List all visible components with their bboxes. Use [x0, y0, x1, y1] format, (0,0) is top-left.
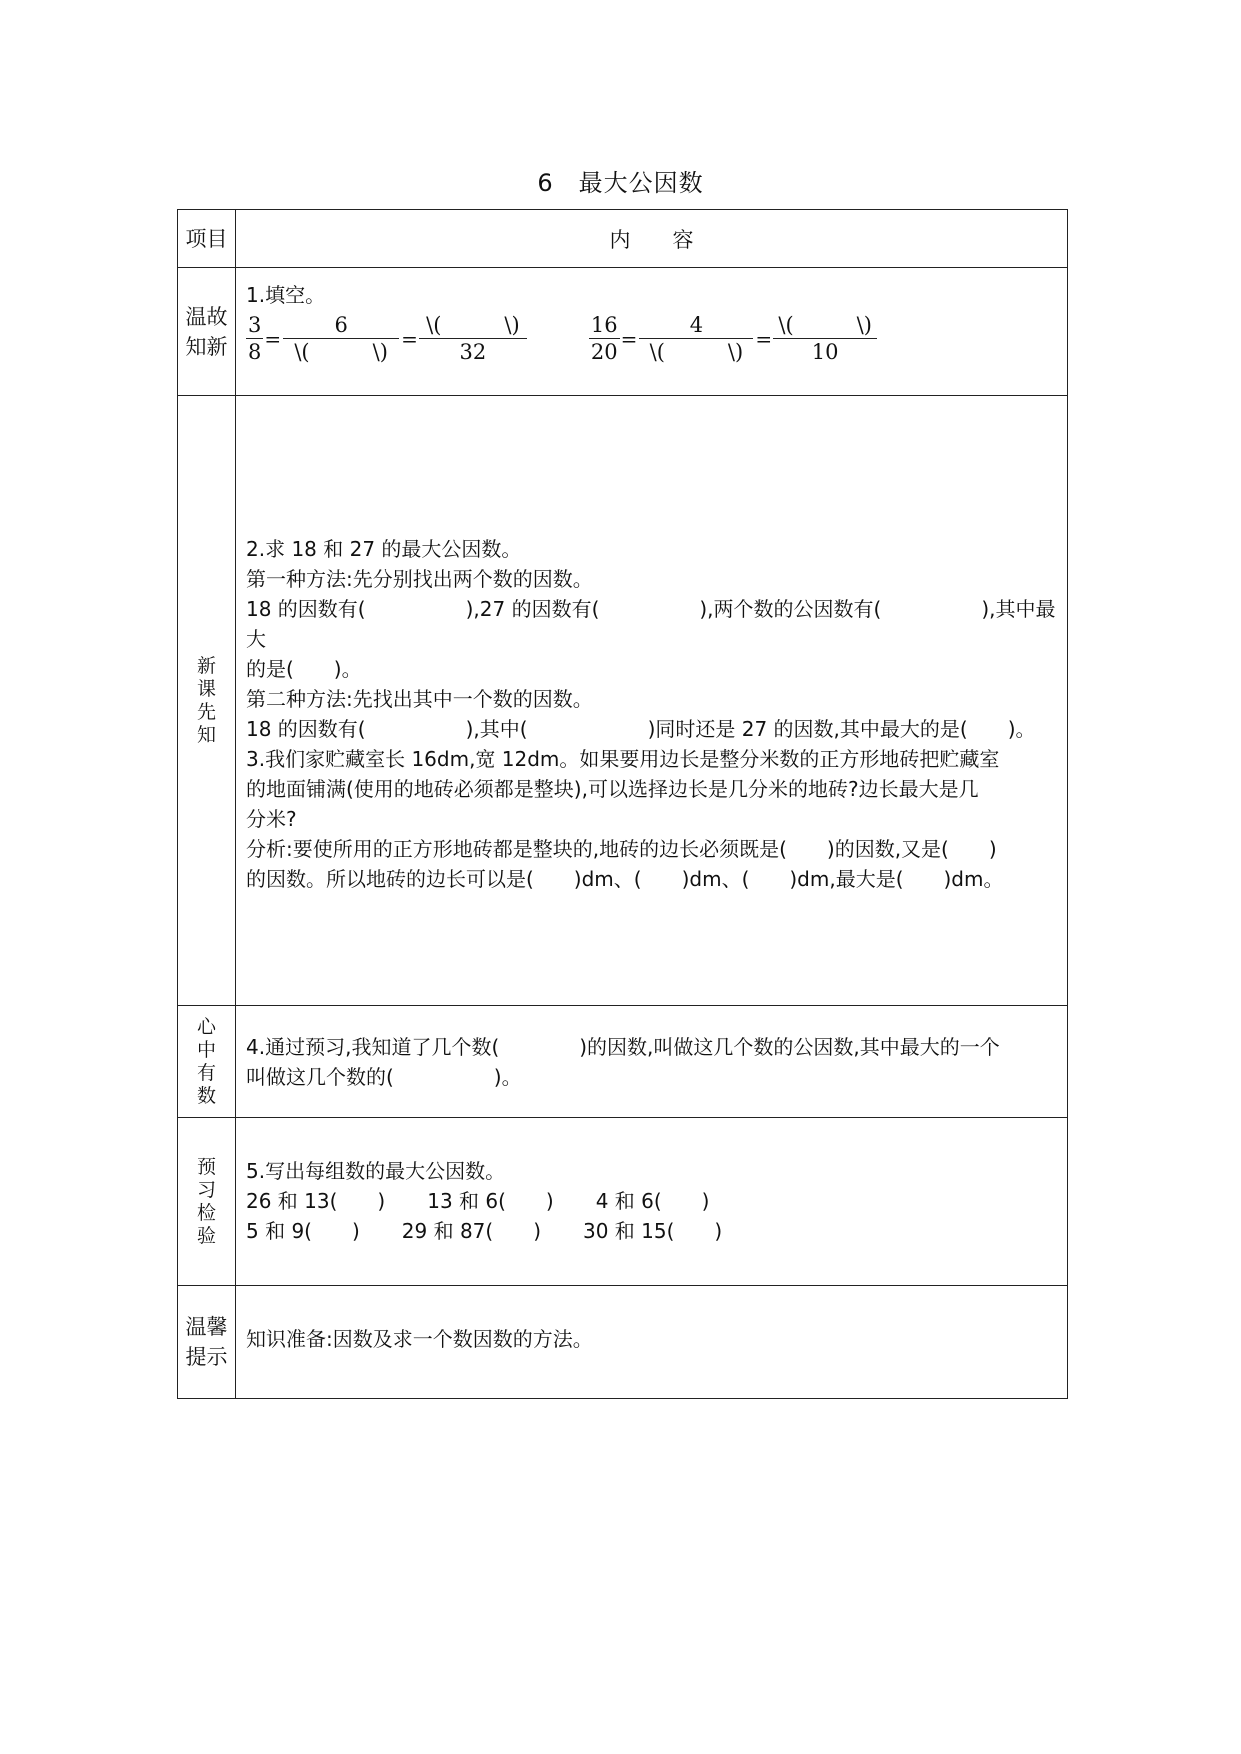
row-tip — [178, 1286, 1068, 1399]
fraction-4-blank[interactable]: $\frac{4}{\backslash( \backslash)}$ — [638, 312, 754, 365]
fraction-blank-10[interactable]: $\frac{\backslash( \backslash)}{10}$ — [773, 312, 877, 365]
new-lesson-content — [236, 396, 1068, 1006]
new-line-3: 18 的因数有( ),27 的因数有( ),两个数的公因数有( ),其中最大 — [246, 597, 1056, 651]
new-line-2: 第一种方法:先分别找出两个数的因数。 — [246, 567, 593, 591]
new-line-9: 分米? — [246, 807, 297, 831]
review-content — [236, 268, 1068, 396]
fraction-equations — [246, 312, 1057, 365]
worksheet-table — [177, 209, 1068, 1399]
tip-label: 温馨 提示 — [178, 1286, 236, 1399]
header-item-cell: 项目 — [178, 210, 236, 268]
question-1: 1.填空。 — [246, 283, 326, 307]
tip-content — [236, 1286, 1068, 1399]
new-line-11: 的因数。所以地砖的边长可以是( )dm、( )dm、( )dm,最大是( )dm。 — [246, 867, 1004, 891]
fraction-3-8: $\frac{3}{8}$ — [248, 313, 262, 364]
check-line-2: 5 和 9( ) 29 和 87( ) 30 和 15( ) — [246, 1219, 723, 1243]
new-line-7: 3.我们家贮藏室长 16dm,宽 12dm。如果要用边长是整分米数的正方形地砖把贮藏室 — [246, 747, 1000, 771]
header-content-cell: 内 容 — [236, 210, 1068, 268]
question-5: 5.写出每组数的最大公因数。 — [246, 1159, 506, 1183]
equals-sign: = — [620, 326, 638, 351]
new-line-4: 的是( )。 — [246, 657, 362, 681]
check-content — [236, 1118, 1068, 1286]
new-line-6: 18 的因数有( ),其中( )同时还是 27 的因数,其中最大的是( )。 — [246, 717, 1036, 741]
equals-sign: = — [755, 326, 773, 351]
equals-sign: = — [401, 326, 418, 351]
review-label: 温故 知新 — [178, 268, 236, 396]
mind-content — [236, 1006, 1068, 1118]
new-line-8: 的地面铺满(使用的地砖必须都是整块),可以选择边长是几分米的地砖?边长最大是几 — [246, 777, 979, 801]
fraction-16-20: $\frac{16}{20}$ — [590, 313, 618, 364]
row-new-lesson — [178, 396, 1068, 1006]
check-label: 预 习 检 验 — [178, 1118, 236, 1286]
new-lesson-label: 新 课 先 知 — [178, 396, 236, 1006]
tip-text: 知识准备:因数及求一个数因数的方法。 — [246, 1327, 593, 1351]
row-review — [178, 268, 1068, 396]
check-line-1: 26 和 13( ) 13 和 6( ) 4 和 6( ) — [246, 1189, 710, 1213]
header-row — [178, 210, 1068, 268]
fraction-blank-32[interactable]: $\frac{\backslash( \backslash)}{32}$ — [419, 312, 527, 365]
mind-line-2: 叫做这几个数的( )。 — [246, 1064, 522, 1089]
mind-line-1: 4.通过预习,我知道了几个数( )的因数,叫做这几个数的公因数,其中最大的一个 — [246, 1034, 1000, 1059]
new-line-5: 第二种方法:先找出其中一个数的因数。 — [246, 687, 593, 711]
mind-label: 心 中 有 数 — [178, 1006, 236, 1118]
fraction-6-blank[interactable]: $\frac{6}{\backslash( \backslash)}$ — [282, 312, 400, 365]
row-check — [178, 1118, 1068, 1286]
equals-sign: = — [264, 326, 282, 351]
row-mind — [178, 1006, 1068, 1118]
page-title: 6 最大公因数 — [537, 169, 704, 197]
new-line-1: 2.求 18 和 27 的最大公因数。 — [246, 537, 522, 561]
new-line-10: 分析:要使所用的正方形地砖都是整块的,地砖的边长必须既是( )的因数,又是( ) — [246, 837, 997, 861]
